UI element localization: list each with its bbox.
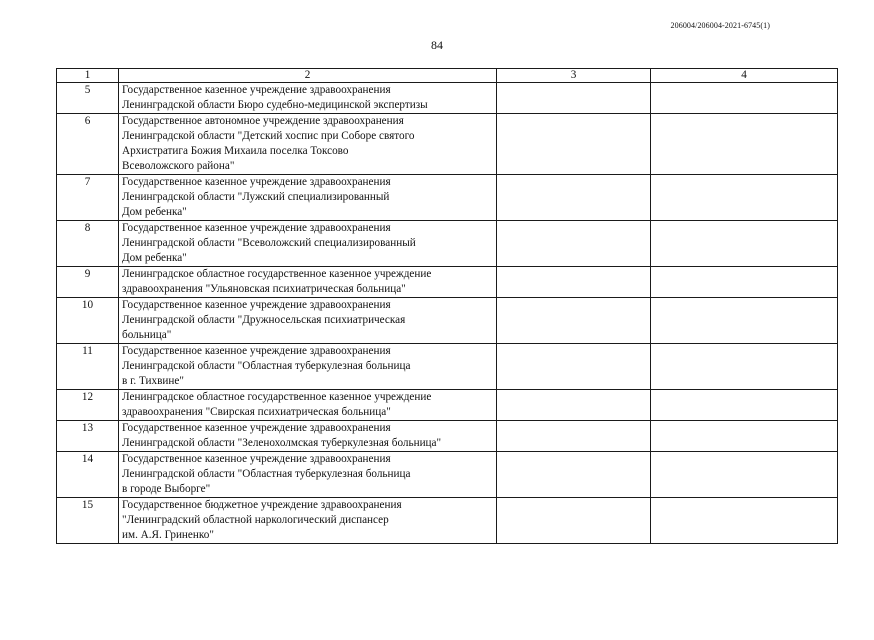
- institution-name-cell: [119, 498, 497, 544]
- column-4-cell: [651, 421, 838, 452]
- institution-name-line: Государственное казенное учреждение здравоохранения: [122, 299, 391, 311]
- column-3-cell: [497, 267, 651, 298]
- column-4-cell: [651, 498, 838, 544]
- institution-name-cell: [119, 421, 497, 452]
- institution-name-line: Ленинградской области "Дружносельская психиатрическая: [122, 314, 406, 326]
- row-number-cell: 8: [57, 221, 119, 267]
- row-number-cell: 13: [57, 421, 119, 452]
- table-row: [57, 175, 838, 221]
- institution-name-line: Ленинградской области "Областная туберкулезная больница: [122, 360, 411, 372]
- column-3-cell: [497, 114, 651, 175]
- column-3-cell: [497, 221, 651, 267]
- institution-name-cell: [119, 267, 497, 298]
- column-4-cell: [651, 175, 838, 221]
- institution-name-line: Всеволожского района": [122, 160, 235, 172]
- institution-name-line: Государственное казенное учреждение здравоохранения: [122, 422, 391, 434]
- institution-name-line: Ленинградской области "Детский хоспис при Соборе святого: [122, 130, 415, 142]
- column-3-cell: [497, 498, 651, 544]
- institution-name-line: Государственное казенное учреждение здравоохранения: [122, 345, 391, 357]
- institution-name-line: Ленинградское областное государственное казенное учреждение: [122, 268, 432, 280]
- institution-name-cell: [119, 114, 497, 175]
- institution-name-line: в городе Выборге": [122, 483, 211, 495]
- table-row: [57, 498, 838, 544]
- institution-name-cell: [119, 175, 497, 221]
- row-number-cell: 11: [57, 344, 119, 390]
- institution-name-line: Государственное казенное учреждение здравоохранения: [122, 84, 391, 96]
- table-row: [57, 421, 838, 452]
- row-number-cell: 10: [57, 298, 119, 344]
- column-header: 4: [651, 69, 838, 83]
- column-4-cell: [651, 452, 838, 498]
- column-3-cell: [497, 390, 651, 421]
- institutions-table: [56, 68, 838, 544]
- institution-name-line: больница": [122, 329, 172, 341]
- institution-name-line: Архистратига Божия Михаила поселка Токсово: [122, 145, 349, 157]
- table-row: [57, 344, 838, 390]
- institution-name-cell: [119, 83, 497, 114]
- column-3-cell: [497, 344, 651, 390]
- institution-name-line: "Ленинградский областной наркологический диспансер: [122, 514, 389, 526]
- institution-name-line: Государственное казенное учреждение здравоохранения: [122, 453, 391, 465]
- page-number: 84: [431, 38, 443, 52]
- institution-name-line: здравоохранения "Ульяновская психиатрическая больница": [122, 283, 406, 295]
- institution-name-line: Ленинградской области "Лужский специализированный: [122, 191, 390, 203]
- row-number-cell: 9: [57, 267, 119, 298]
- table-row: [57, 298, 838, 344]
- institution-name-line: в г. Тихвине": [122, 375, 184, 387]
- table-row: [57, 390, 838, 421]
- institution-name-line: Государственное автономное учреждение здравоохранения: [122, 115, 404, 127]
- institution-name-line: Государственное казенное учреждение здравоохранения: [122, 176, 391, 188]
- column-4-cell: [651, 344, 838, 390]
- column-4-cell: [651, 267, 838, 298]
- column-3-cell: [497, 421, 651, 452]
- institution-name-cell: [119, 390, 497, 421]
- column-header: 3: [497, 69, 651, 83]
- table-row: [57, 114, 838, 175]
- institution-name-line: Государственное бюджетное учреждение здравоохранения: [122, 499, 402, 511]
- institution-name-cell: [119, 452, 497, 498]
- institution-name-line: Дом ребенка": [122, 252, 187, 264]
- table-row: [57, 221, 838, 267]
- institution-name-line: здравоохранения "Свирская психиатрическая больница": [122, 406, 391, 418]
- column-3-cell: [497, 83, 651, 114]
- row-number-cell: 5: [57, 83, 119, 114]
- institution-name-line: им. А.Я. Гриненко": [122, 529, 214, 541]
- row-number-cell: 7: [57, 175, 119, 221]
- table-row: [57, 452, 838, 498]
- column-3-cell: [497, 452, 651, 498]
- institution-name-line: Государственное казенное учреждение здравоохранения: [122, 222, 391, 234]
- row-number-cell: 15: [57, 498, 119, 544]
- institution-name-line: Ленинградской области "Областная туберкулезная больница: [122, 468, 411, 480]
- column-3-cell: [497, 175, 651, 221]
- column-4-cell: [651, 390, 838, 421]
- column-4-cell: [651, 114, 838, 175]
- institution-name-line: Ленинградской области Бюро судебно-медицинской экспертизы: [122, 99, 428, 111]
- table-row: [57, 83, 838, 114]
- document-code: 206004/206004-2021-6745(1): [670, 21, 770, 30]
- institution-name-line: Ленинградской области "Зеленохолмская туберкулезная больница": [122, 437, 442, 449]
- column-4-cell: [651, 83, 838, 114]
- row-number-cell: 6: [57, 114, 119, 175]
- institution-name-cell: [119, 344, 497, 390]
- column-header: 1: [57, 69, 119, 83]
- column-header: 2: [119, 69, 497, 83]
- column-3-cell: [497, 298, 651, 344]
- row-number-cell: 14: [57, 452, 119, 498]
- institution-name-line: Ленинградской области "Всеволожский специализированный: [122, 237, 416, 249]
- row-number-cell: 12: [57, 390, 119, 421]
- institution-name-line: Ленинградское областное государственное казенное учреждение: [122, 391, 432, 403]
- table-row: [57, 267, 838, 298]
- column-4-cell: [651, 298, 838, 344]
- table-header-row: [57, 69, 838, 83]
- column-4-cell: [651, 221, 838, 267]
- institution-name-cell: [119, 298, 497, 344]
- institution-name-line: Дом ребенка": [122, 206, 187, 218]
- institution-name-cell: [119, 221, 497, 267]
